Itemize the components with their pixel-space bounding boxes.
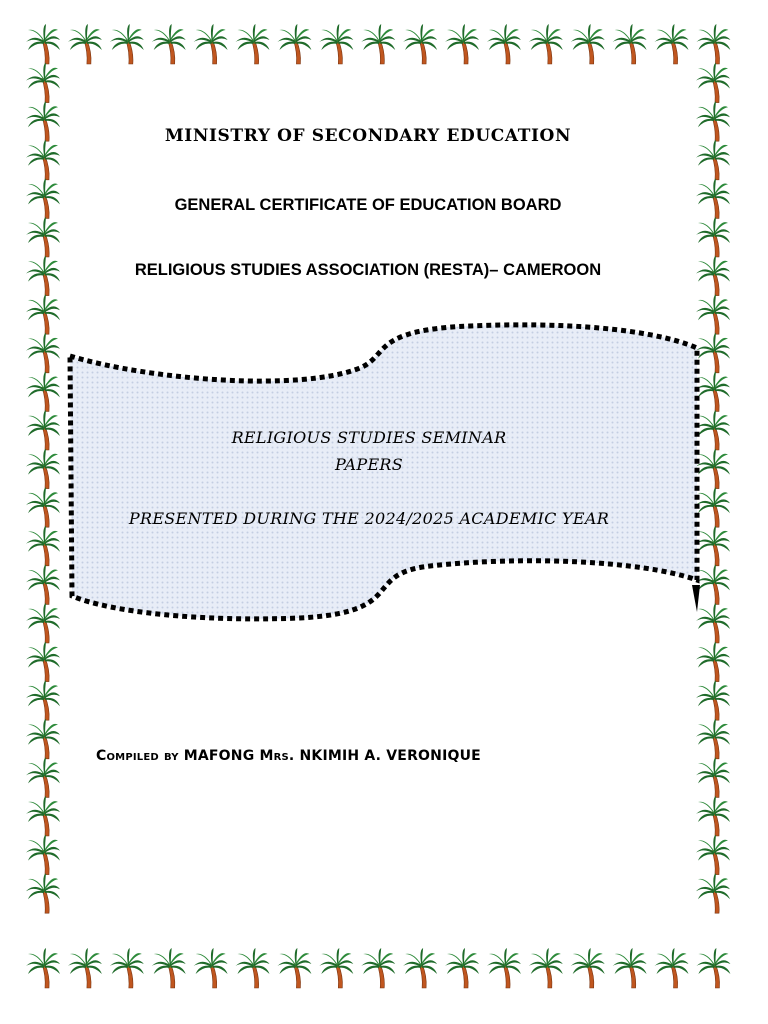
seminar-title-line2: PAPERS (334, 455, 404, 474)
seminar-subtitle: PRESENTED DURING THE 2024/2025 ACADEMIC YEAR (128, 509, 610, 528)
seminar-title-line1: RELIGIOUS STUDIES SEMINAR (231, 428, 507, 447)
association-heading: RELIGIOUS STUDIES ASSOCIATION (RESTA)– CAMEROON (134, 261, 602, 279)
compiled-by-credit: Compiled by MAFONG Mrs. NKIMIH A. VERONIQUE (96, 748, 481, 764)
ministry-heading: MINISTRY OF SECONDARY EDUCATION (164, 126, 572, 146)
board-heading: GENERAL CERTIFICATE OF EDUCATION BOARD (174, 196, 562, 214)
